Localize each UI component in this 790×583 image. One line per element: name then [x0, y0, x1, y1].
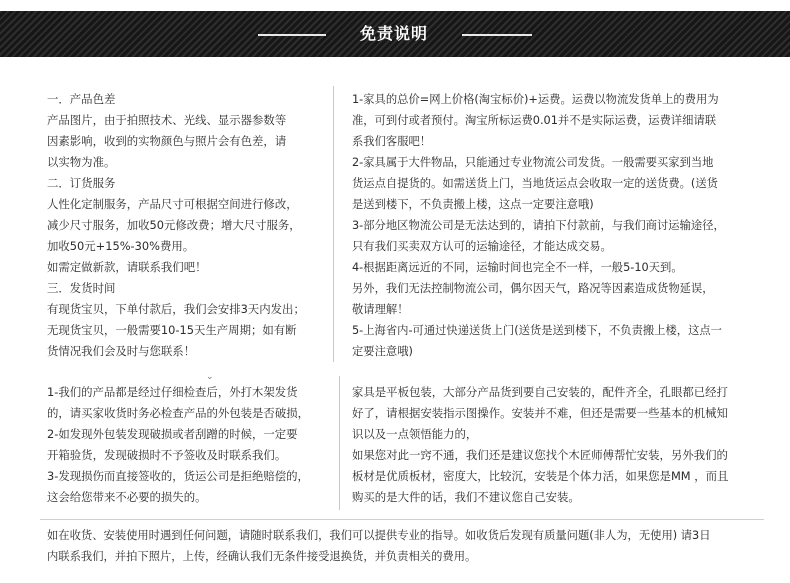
- text-line: 加收50元+15%-30%费用。: [47, 239, 195, 253]
- text-line: 产品图片，由于拍照技术、光线、显示器参数等: [47, 113, 287, 127]
- section-heading-order: 二．订货服务: [47, 176, 116, 190]
- chevron-down-icon: ⌄: [206, 372, 214, 382]
- text-line: 购买的是大件的话，我们不建议您自己安装。: [352, 490, 580, 504]
- text-line: 因素影响，收到的实物颜色与照片会有色差，请: [47, 134, 287, 148]
- text-line: 识以及一点领悟能力的，: [352, 427, 478, 441]
- section-heading-shipping: 三．发货时间: [47, 281, 116, 295]
- section-heading-color: 一．产品色差: [47, 92, 116, 106]
- after-sales-block: [47, 525, 711, 567]
- text-line: 另外，我们无法控制物流公司，偶尔因天气，路况等因素造成货物延误，: [352, 282, 714, 295]
- text-line: 只有我们买卖双方认可的运输途径，才能达成交易。: [352, 240, 612, 253]
- text-line: 4-根据距离远近的不同，运输时间也完全不一样，一般5-10天到。: [352, 261, 683, 274]
- shipping-info-block: [352, 89, 725, 362]
- text-line: 如果您对此一窍不通，我们还是建议您找个木匠师傅帮忙安装，另外我们的: [352, 448, 728, 462]
- text-line: 1-我们的产品都是经过仔细检查后，外打木架发货: [47, 385, 298, 399]
- text-line: 2-如发现外包装发现破损或者刮蹭的时候，一定要: [47, 427, 298, 441]
- text-line: 是送到楼下，不负责搬上楼，这点一定要注意哦): [352, 198, 594, 211]
- page-title: 免责说明: [359, 24, 428, 43]
- column-divider-top: [333, 86, 334, 362]
- text-line: 如需定做新款，请联系我们吧！: [47, 260, 207, 274]
- text-line: 内联系我们，并拍下照片，上传，经确认我们无条件接受退换货，并负责相关的费用。: [47, 550, 477, 563]
- text-line: 减少尺寸服务，加收50元修改费；增大尺寸服务，: [47, 218, 301, 232]
- title-rule-right: [462, 34, 532, 36]
- text-line: 有现货宝贝，下单付款后，我们会安排3天内发出；: [47, 302, 305, 316]
- text-line: 敬请理解！: [352, 303, 409, 316]
- text-line: 定要注意哦): [352, 345, 413, 358]
- text-line: 的，请买家收货时务必检查产品的外包装是否破损，: [47, 406, 309, 420]
- text-line: 开箱验货，发现破损时不予签收及时联系我们。: [47, 448, 287, 462]
- text-line: 5-上海省内-可通过快递送货上门(送货是送到楼下，不负责搬上楼，这点一: [352, 324, 722, 337]
- text-line: 1-家具的总价=网上价格(淘宝标价)+运费。运费以物流发货单上的费用为: [352, 93, 719, 106]
- text-line: 板材是优质板材，密度大，比较沉，安装是个体力活，如果您是MM ，而且: [352, 469, 729, 483]
- text-line: 这会给您带来不必要的损失的。: [47, 490, 207, 504]
- text-line: 如在收货、安装使用时遇到任何问题，请随时联系我们，我们可以提供专业的指导。如收货后发现有质量问题(非人为，无使用) 请3日: [47, 529, 711, 542]
- section-divider: [40, 519, 764, 520]
- text-line: 3-部分地区物流公司是无法达到的，请拍下付款前，与我们商讨运输途径，: [352, 219, 725, 232]
- text-line: 以实物为准。: [47, 155, 116, 169]
- text-line: 货运点自提货的。如需送货上门，当地货运点会收取一定的送货费。(送货: [352, 177, 718, 190]
- text-line: 系我们客服吧！: [352, 135, 432, 148]
- installation-block: [352, 382, 728, 508]
- title-rule-left: [258, 34, 326, 36]
- text-line: 货情况我们会及时与您联系！: [47, 344, 196, 358]
- text-line: 2-家具属于大件物品，只能通过专业物流公司发货。一般需要买家到当地: [352, 156, 714, 169]
- column-divider-middle: [339, 376, 340, 510]
- inspection-block: [47, 382, 309, 508]
- text-line: 家具是平板包装，大部分产品货到要自己安装的，配件齐全，孔眼都已经打: [352, 385, 728, 399]
- text-line: 好了，请根据安装指示图操作。安装并不难，但还是需要一些基本的机械知: [352, 406, 728, 420]
- text-line: 准，可到付或者预付。淘宝所标运费0.01并不是实际运费，运费详细请联: [352, 114, 717, 127]
- text-line: 无现货宝贝，一般需要10-15天生产周期；如有断: [47, 323, 297, 337]
- product-info-block: [47, 89, 305, 362]
- header-banner: [0, 11, 790, 57]
- text-line: 3-发现损伤而直接签收的，货运公司是拒绝赔偿的，: [47, 469, 309, 483]
- text-line: 人性化定制服务，产品尺寸可根据空间进行修改，: [47, 197, 298, 211]
